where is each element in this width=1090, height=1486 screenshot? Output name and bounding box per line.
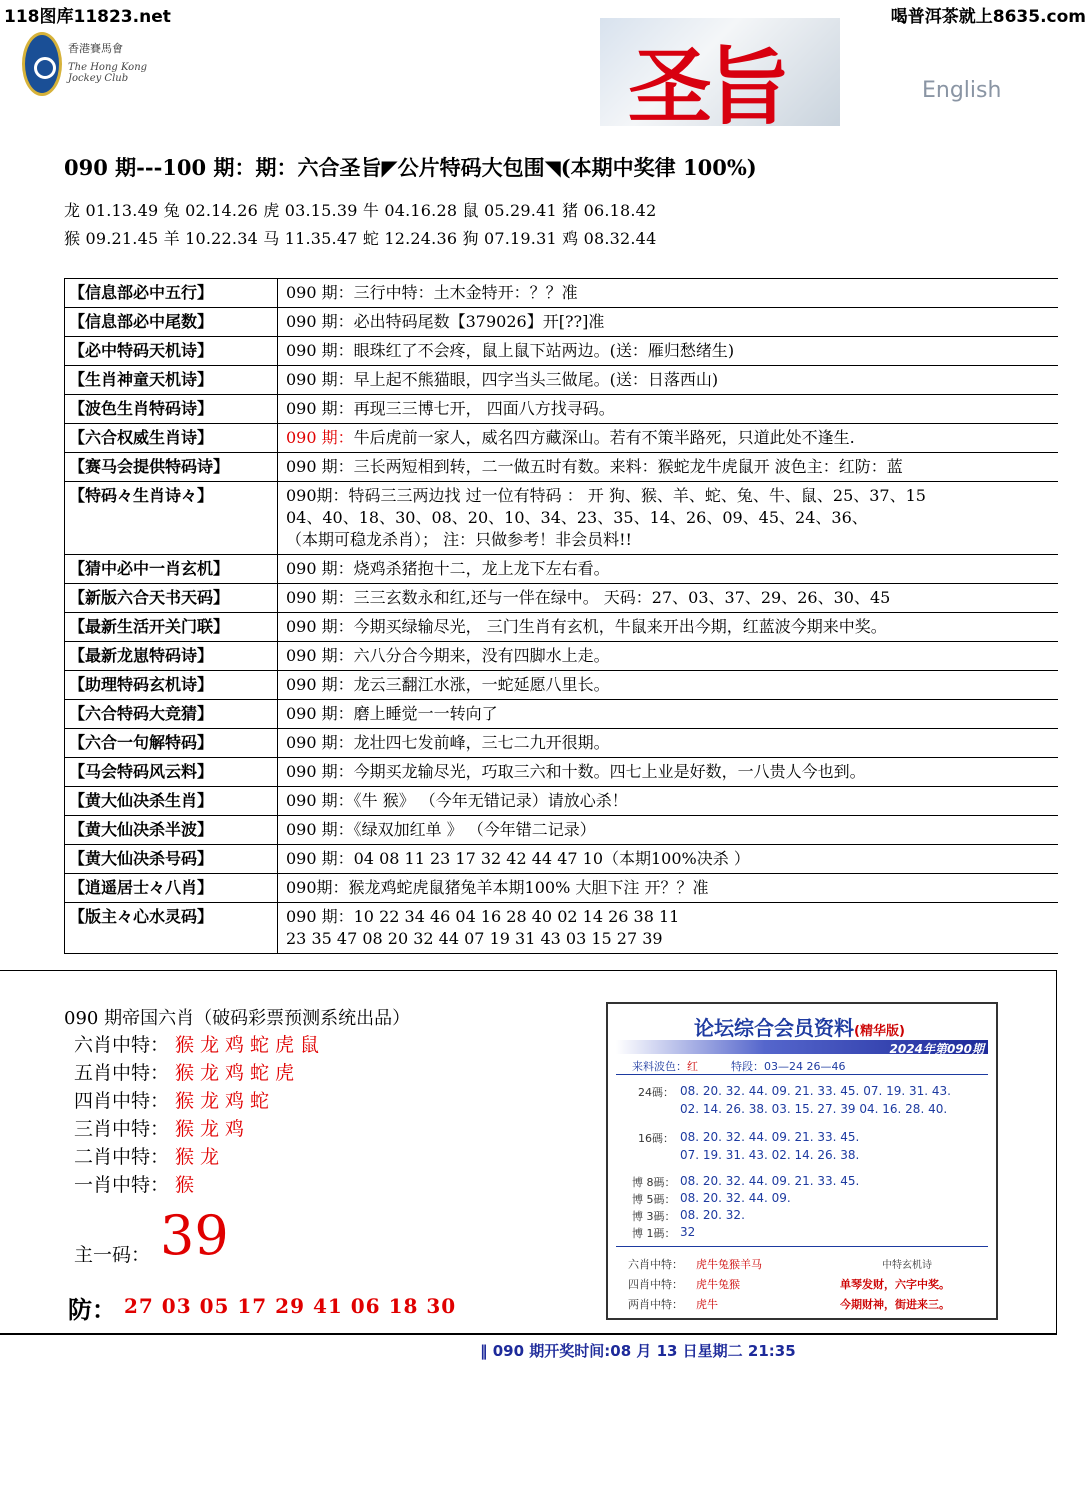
row-value-prefix: 090 期： <box>286 428 354 447</box>
forum-title-sub: (精华版) <box>854 1024 905 1039</box>
row-value-line: 090 期：三三玄数永和红,还与一伴在绿中。 天码：27、03、37、29、26、30、45 <box>286 588 891 607</box>
liuxiao-row <box>74 1142 225 1169</box>
zodiac-line: 龙 01.13.49 兔 02.14.26 虎 03.15.39 牛 04.16.28 鼠 05.29.41 猪 06.18.42 <box>64 201 657 220</box>
code16-label: 16碼： <box>638 1132 674 1145</box>
table-row <box>65 816 1059 845</box>
row-value <box>278 482 1059 555</box>
table-row <box>65 337 1059 366</box>
liuxiao-label: 一肖中特： <box>74 1174 170 1196</box>
forum-divider <box>616 1246 988 1247</box>
liuxiao-label: 六肖中特： <box>74 1034 170 1056</box>
forum-poem-title: 中特玄机诗 <box>882 1260 932 1271</box>
forum-six-value: 虎牛兔猴羊马 <box>696 1258 762 1271</box>
row-value <box>278 816 1059 845</box>
row-value-line: （本期可稳龙杀肖）； 注：只做参考！非会员料!! <box>286 530 632 549</box>
row-value <box>278 279 1059 308</box>
jockey-club-logo <box>22 32 182 102</box>
banner <box>600 18 840 126</box>
site-name-left[interactable]: 118图库11823.net <box>4 7 171 27</box>
row-value-line: 牛后虎前一家人，威名四方藏深山。若有不策半路死，只道此处不逢生. <box>353 428 855 447</box>
row-label: 【猜中必中一肖玄机】 <box>65 555 278 584</box>
forum-issue: 2024年第090期 <box>889 1042 984 1056</box>
row-label: 【赛马会提供特码诗】 <box>65 453 278 482</box>
row-value-line: 090期：猴龙鸡蛇虎鼠猪兔羊本期100% 大胆下注 开？？准 <box>286 878 709 897</box>
row-value-line: 090 期：三长两短相到转，二一做五时有数。来料：猴蛇龙牛虎鼠开 波色主：红防：蓝 <box>286 457 903 476</box>
row-label: 【波色生肖特码诗】 <box>65 395 278 424</box>
row-value <box>278 758 1059 787</box>
row-label: 【黄大仙决杀半波】 <box>65 816 278 845</box>
row-label: 【六合权威生肖诗】 <box>65 424 278 453</box>
table-row <box>65 671 1059 700</box>
table-row <box>65 787 1059 816</box>
table-row <box>65 729 1059 758</box>
forum-poem-line: 单琴发财，六字中奖。 <box>840 1278 950 1291</box>
forum-four-value: 虎牛兔猴 <box>696 1278 740 1291</box>
fang-label: 防： <box>68 1295 116 1324</box>
row-value-line: 090 期：早上起不熊猫眼，四字当头三做尾。(送：日落西山) <box>286 370 719 389</box>
row-label: 【信息部必中五行】 <box>65 279 278 308</box>
site-name-right[interactable]: 喝普洱茶就上8635.com <box>890 7 1086 27</box>
row-label: 【逍遥居士々八肖】 <box>65 874 278 903</box>
banner-title: 圣旨 <box>628 37 785 126</box>
row-value-line: 090 期：眼珠红了不会疼，鼠上鼠下站两边。(送：雁归愁绪生) <box>286 341 735 360</box>
row-value <box>278 555 1059 584</box>
table-row <box>65 424 1059 453</box>
logo-emblem-icon <box>22 32 62 96</box>
row-value-line: 090 期：再现三三博七开， 四面八方找寻码。 <box>286 399 615 418</box>
forum-poem-line: 今期财神，街进来三。 <box>840 1298 950 1311</box>
row-value <box>278 671 1059 700</box>
row-value <box>278 395 1059 424</box>
row-label: 【特码々生肖诗々】 <box>65 482 278 555</box>
main-code-label: 主一码： <box>74 1244 151 1266</box>
table-row <box>65 613 1059 642</box>
liuxiao-row <box>74 1114 250 1141</box>
table-row <box>65 366 1059 395</box>
table-row <box>65 279 1059 308</box>
liuxiao-title: 090 期帝国六肖（破码彩票预测系统出品） <box>64 1008 411 1029</box>
bo5-value: 08. 20. 32. 44. 09. <box>680 1191 791 1205</box>
zodiac-line: 猴 09.21.45 羊 10.22.34 马 11.35.47 蛇 12.24.36 狗 07.19.31 鸡 08.32.44 <box>64 229 657 248</box>
bo1-label: 博 1碼： <box>632 1227 676 1240</box>
forum-meta: 来料波色：红 特段：03—24 26—46 <box>632 1060 846 1073</box>
row-value <box>278 787 1059 816</box>
liuxiao-row <box>74 1086 275 1113</box>
liuxiao-value: 猴龙鸡蛇 <box>175 1090 276 1112</box>
row-label: 【黄大仙决杀号码】 <box>65 845 278 874</box>
forum-four-label: 四肖中特： <box>628 1278 683 1291</box>
logo-text-en: The Hong Kong Jockey Club <box>68 62 148 84</box>
row-label: 【信息部必中尾数】 <box>65 308 278 337</box>
row-label: 【最新龙崽特码诗】 <box>65 642 278 671</box>
row-value-line: 090 期：龙壮四七发前峰，三七二九开很期。 <box>286 733 610 752</box>
bo8-label: 博 8碼： <box>632 1176 676 1189</box>
table-row <box>65 758 1059 787</box>
forum-divider <box>616 1074 988 1075</box>
liuxiao-value: 猴龙鸡蛇虎鼠 <box>175 1034 326 1056</box>
liuxiao-row <box>74 1058 300 1085</box>
page-headline: 090 期---100 期：期：六合圣旨◤公片特码大包围◥(本期中奖律 100%) <box>64 155 757 180</box>
table-row <box>65 555 1059 584</box>
row-value-line: 04、40、18、30、08、20、10、34、23、35、14、26、09、45、24、36、 <box>286 508 868 527</box>
bo3-label: 博 3碼： <box>632 1210 676 1223</box>
bo5-label: 博 5碼： <box>632 1193 676 1206</box>
liuxiao-label: 五肖中特： <box>74 1062 170 1084</box>
row-value-line: 090 期：《绿双加红单 》 （今年错二记录） <box>286 820 596 839</box>
table-row <box>65 700 1059 729</box>
row-label: 【必中特码天机诗】 <box>65 337 278 366</box>
bo8-value: 08. 20. 32. 44. 09. 21. 33. 45. <box>680 1174 860 1188</box>
table-row <box>65 845 1059 874</box>
row-value <box>278 874 1059 903</box>
row-value <box>278 729 1059 758</box>
forum-two-value: 虎牛 <box>696 1298 718 1311</box>
liuxiao-value: 猴龙 <box>175 1146 226 1168</box>
row-value <box>278 613 1059 642</box>
liuxiao-label: 三肖中特： <box>74 1118 170 1140</box>
row-value-line: 090 期：龙云三翻江水涨，一蛇延愿八里长。 <box>286 675 610 694</box>
row-value <box>278 584 1059 613</box>
code16-line: 08. 20. 32. 44. 09. 21. 33. 45. <box>680 1130 860 1144</box>
table-row <box>65 584 1059 613</box>
liuxiao-label: 四肖中特： <box>74 1090 170 1112</box>
row-value <box>278 903 1059 954</box>
liuxiao-value: 猴 <box>175 1174 201 1196</box>
row-value-line: 090 期：必出特码尾数【379026】开[??]准 <box>286 312 605 331</box>
row-value-line: 090 期：04 08 11 23 17 32 42 44 47 10（本期100%决杀 ） <box>286 849 750 868</box>
row-value <box>278 642 1059 671</box>
main-code: 39 <box>160 1204 229 1267</box>
forum-member-card <box>606 1002 998 1320</box>
row-value-line: 090期：特码三三两边找 过一位有特码 ： 开 狗、猴、羊、蛇、兔、牛、鼠、25、37、15 <box>286 486 926 505</box>
code24-line: 08. 20. 32. 44. 09. 21. 33. 45. 07. 19. 31. 43. <box>680 1084 951 1098</box>
footer-divider <box>0 1334 1057 1335</box>
liuxiao-label: 二肖中特： <box>74 1146 170 1168</box>
code16-line: 07. 19. 31. 43. 02. 14. 26. 38. <box>680 1148 860 1162</box>
liuxiao-value: 猴龙鸡蛇虎 <box>175 1062 301 1084</box>
code24-line: 02. 14. 26. 38. 03. 15. 27. 39 04. 16. 28. 40. <box>680 1102 948 1116</box>
liuxiao-row <box>74 1030 325 1057</box>
row-value-line: 090 期：10 22 34 46 04 16 28 40 02 14 26 38 11 <box>286 907 680 926</box>
row-value-line: 090 期：《牛 猴》 （今年无错记录）请放心杀！ <box>286 791 628 810</box>
forum-six-label: 六肖中特： <box>628 1258 683 1271</box>
row-label: 【马会特码风云料】 <box>65 758 278 787</box>
table-row <box>65 874 1059 903</box>
row-value <box>278 453 1059 482</box>
bo1-value: 32 <box>680 1225 696 1239</box>
table-row <box>65 482 1059 555</box>
row-value-line: 23 35 47 08 20 32 44 07 19 31 43 03 15 27 39 <box>286 929 663 948</box>
liuxiao-value: 猴龙鸡 <box>175 1118 251 1140</box>
row-value <box>278 366 1059 395</box>
row-value-line: 090 期：今期买龙输尽光，巧取三六和十数。四七上业是好数，一八贵人今也到。 <box>286 762 866 781</box>
row-value-line: 090 期：今期买绿输尽光， 三门生肖有玄机，牛鼠来开出今期，红蓝波今期来中奖。 <box>286 617 887 636</box>
row-label: 【新版六合天书天码】 <box>65 584 278 613</box>
row-label: 【六合一句解特码】 <box>65 729 278 758</box>
logo-text-zh: 香港賽馬會 <box>68 42 123 55</box>
row-value-line: 090 期：烧鸡杀猪抱十二，龙上龙下左右看。 <box>286 559 610 578</box>
fang-values: 27 03 05 17 29 41 06 18 30 <box>124 1294 457 1318</box>
row-value-line: 090 期：磨上睡觉一一转向了 <box>286 704 498 723</box>
table-row <box>65 395 1059 424</box>
table-row <box>65 308 1059 337</box>
row-label: 【版主々心水灵码】 <box>65 903 278 954</box>
bo3-value: 08. 20. 32. <box>680 1208 745 1222</box>
table-row <box>65 642 1059 671</box>
table-row <box>65 903 1059 954</box>
forum-two-label: 两肖中特： <box>628 1298 683 1311</box>
row-label: 【助理特码玄机诗】 <box>65 671 278 700</box>
english-link[interactable]: English <box>922 78 1002 103</box>
row-label: 【生肖神童天机诗】 <box>65 366 278 395</box>
liuxiao-row <box>74 1170 200 1197</box>
row-value-line: 090 期：三行中特：土木金特开：？？准 <box>286 283 578 302</box>
row-value <box>278 337 1059 366</box>
row-value <box>278 700 1059 729</box>
info-table <box>64 278 1058 954</box>
row-label: 【黄大仙决杀生肖】 <box>65 787 278 816</box>
row-value-line: 090 期：六八分合今期来，没有四脚水上走。 <box>286 646 610 665</box>
row-value <box>278 845 1059 874</box>
row-label: 【六合特码大竞猜】 <box>65 700 278 729</box>
row-label: 【最新生活开关门联】 <box>65 613 278 642</box>
table-row <box>65 453 1059 482</box>
forum-title: 论坛综合会员资料(精华版) <box>694 1016 905 1040</box>
row-value <box>278 424 1059 453</box>
row-value <box>278 308 1059 337</box>
draw-time: ‖ 090 期开奖时间:08 月 13 日星期二 21:35 <box>480 1342 796 1360</box>
code24-label: 24碼： <box>638 1086 674 1099</box>
